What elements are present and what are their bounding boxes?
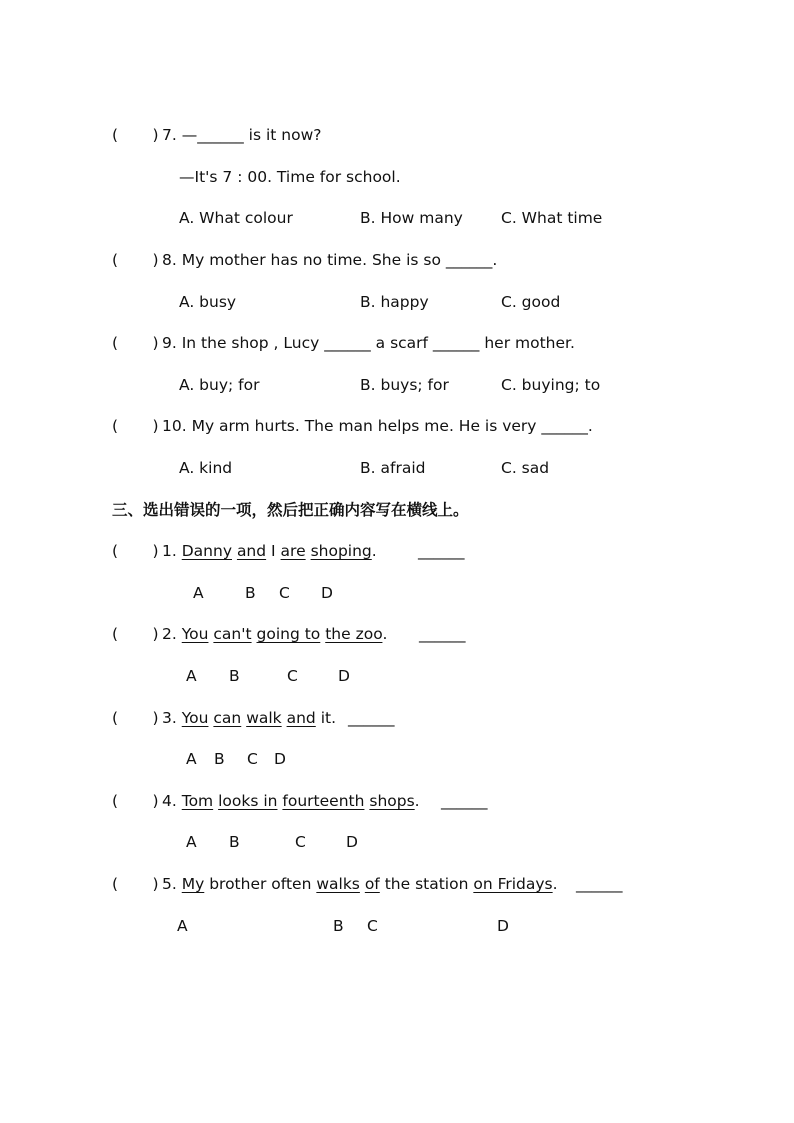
- question-8-stem: 8. My mother has no time. She is so ______.: [162, 251, 498, 269]
- correction-blank[interactable]: ______: [348, 709, 395, 727]
- option-b: B. How many: [360, 209, 463, 227]
- question-10-stem: 10. My arm hurts. The man helps me. He is very ______.: [162, 417, 593, 435]
- error-sentence-3: [162, 708, 336, 728]
- option-c: C. What time: [501, 209, 603, 227]
- section-3-heading: 三、选出错误的一项，然后把正确内容写在横线上。: [112, 501, 469, 519]
- sentence-text: .: [552, 875, 558, 893]
- sentence-text: the station: [379, 875, 474, 893]
- label-d: D: [338, 667, 350, 685]
- question-9-stem: 9. In the shop , Lucy ______ a scarf ______ her mother.: [162, 334, 575, 352]
- underlined-part-a: My: [181, 875, 205, 893]
- underlined-part-b: looks in: [218, 792, 278, 810]
- label-d: D: [497, 917, 509, 935]
- sentence-text: I: [266, 542, 281, 560]
- label-a: A: [186, 833, 197, 851]
- label-a: A: [177, 917, 188, 935]
- sentence-text: it.: [315, 709, 337, 727]
- label-b: B: [333, 917, 344, 935]
- answer-bracket[interactable]: ( ): [112, 126, 159, 144]
- label-c: C: [367, 917, 378, 935]
- option-a: A. What colour: [179, 209, 293, 227]
- underlined-part-d: and: [286, 709, 316, 727]
- correction-blank[interactable]: ______: [441, 792, 488, 810]
- underlined-part-c: fourteenth: [282, 792, 365, 810]
- option-c: C. buying; to: [501, 376, 601, 394]
- label-b: B: [229, 833, 240, 851]
- question-number: 1.: [162, 542, 177, 560]
- label-a: A: [186, 667, 197, 685]
- answer-bracket[interactable]: ( ): [112, 334, 159, 352]
- sentence-text: brother often: [204, 875, 317, 893]
- underlined-part-c: going to: [256, 625, 321, 643]
- answer-bracket[interactable]: ( ): [112, 792, 159, 810]
- answer-bracket[interactable]: ( ): [112, 542, 159, 560]
- underlined-part-c: walk: [246, 709, 282, 727]
- option-a: A. buy; for: [179, 376, 260, 394]
- sentence-text: .: [371, 542, 377, 560]
- underlined-part-d: the zoo: [325, 625, 383, 643]
- question-number: 2.: [162, 625, 177, 643]
- label-a: A: [193, 584, 204, 602]
- option-c: C. good: [501, 293, 561, 311]
- label-c: C: [295, 833, 306, 851]
- correction-blank[interactable]: ______: [418, 542, 465, 560]
- label-d: D: [346, 833, 358, 851]
- question-7-reply: —It's 7 : 00. Time for school.: [179, 168, 401, 186]
- underlined-part-b: walks: [316, 875, 360, 893]
- option-a: A. kind: [179, 459, 233, 477]
- answer-bracket[interactable]: ( ): [112, 709, 159, 727]
- answer-bracket[interactable]: ( ): [112, 417, 159, 435]
- question-number: 5.: [162, 875, 177, 893]
- correction-blank[interactable]: ______: [576, 875, 623, 893]
- option-a: A. busy: [179, 293, 237, 311]
- label-b: B: [229, 667, 240, 685]
- underlined-part-c: are: [280, 542, 306, 560]
- answer-bracket[interactable]: ( ): [112, 875, 159, 893]
- option-c: C. sad: [501, 459, 550, 477]
- option-b: B. happy: [360, 293, 429, 311]
- underlined-part-a: Danny: [181, 542, 232, 560]
- question-7-stem: 7. —______ is it now?: [162, 126, 322, 144]
- label-d: D: [321, 584, 333, 602]
- error-sentence-4: [162, 791, 420, 811]
- label-b: B: [245, 584, 256, 602]
- underlined-part-c: of: [364, 875, 380, 893]
- answer-bracket[interactable]: ( ): [112, 251, 159, 269]
- label-b: B: [214, 750, 225, 768]
- error-sentence-2: [162, 624, 387, 644]
- option-b: B. afraid: [360, 459, 426, 477]
- underlined-part-d: on Fridays: [473, 875, 553, 893]
- error-sentence-1: [162, 541, 377, 561]
- underlined-part-b: can't: [213, 625, 252, 643]
- underlined-part-d: shops: [369, 792, 415, 810]
- label-a: A: [186, 750, 197, 768]
- sentence-text: .: [382, 625, 388, 643]
- underlined-part-a: You: [181, 709, 209, 727]
- label-c: C: [287, 667, 298, 685]
- underlined-part-b: can: [213, 709, 242, 727]
- error-sentence-5: [162, 874, 558, 894]
- underlined-part-d: shoping: [310, 542, 372, 560]
- underlined-part-a: Tom: [181, 792, 214, 810]
- question-number: 4.: [162, 792, 177, 810]
- underlined-part-a: You: [181, 625, 209, 643]
- option-b: B. buys; for: [360, 376, 449, 394]
- question-number: 3.: [162, 709, 177, 727]
- answer-bracket[interactable]: ( ): [112, 625, 159, 643]
- label-d: D: [274, 750, 286, 768]
- label-c: C: [279, 584, 290, 602]
- sentence-text: .: [414, 792, 420, 810]
- label-c: C: [247, 750, 258, 768]
- underlined-part-b: and: [236, 542, 267, 560]
- correction-blank[interactable]: ______: [419, 625, 466, 643]
